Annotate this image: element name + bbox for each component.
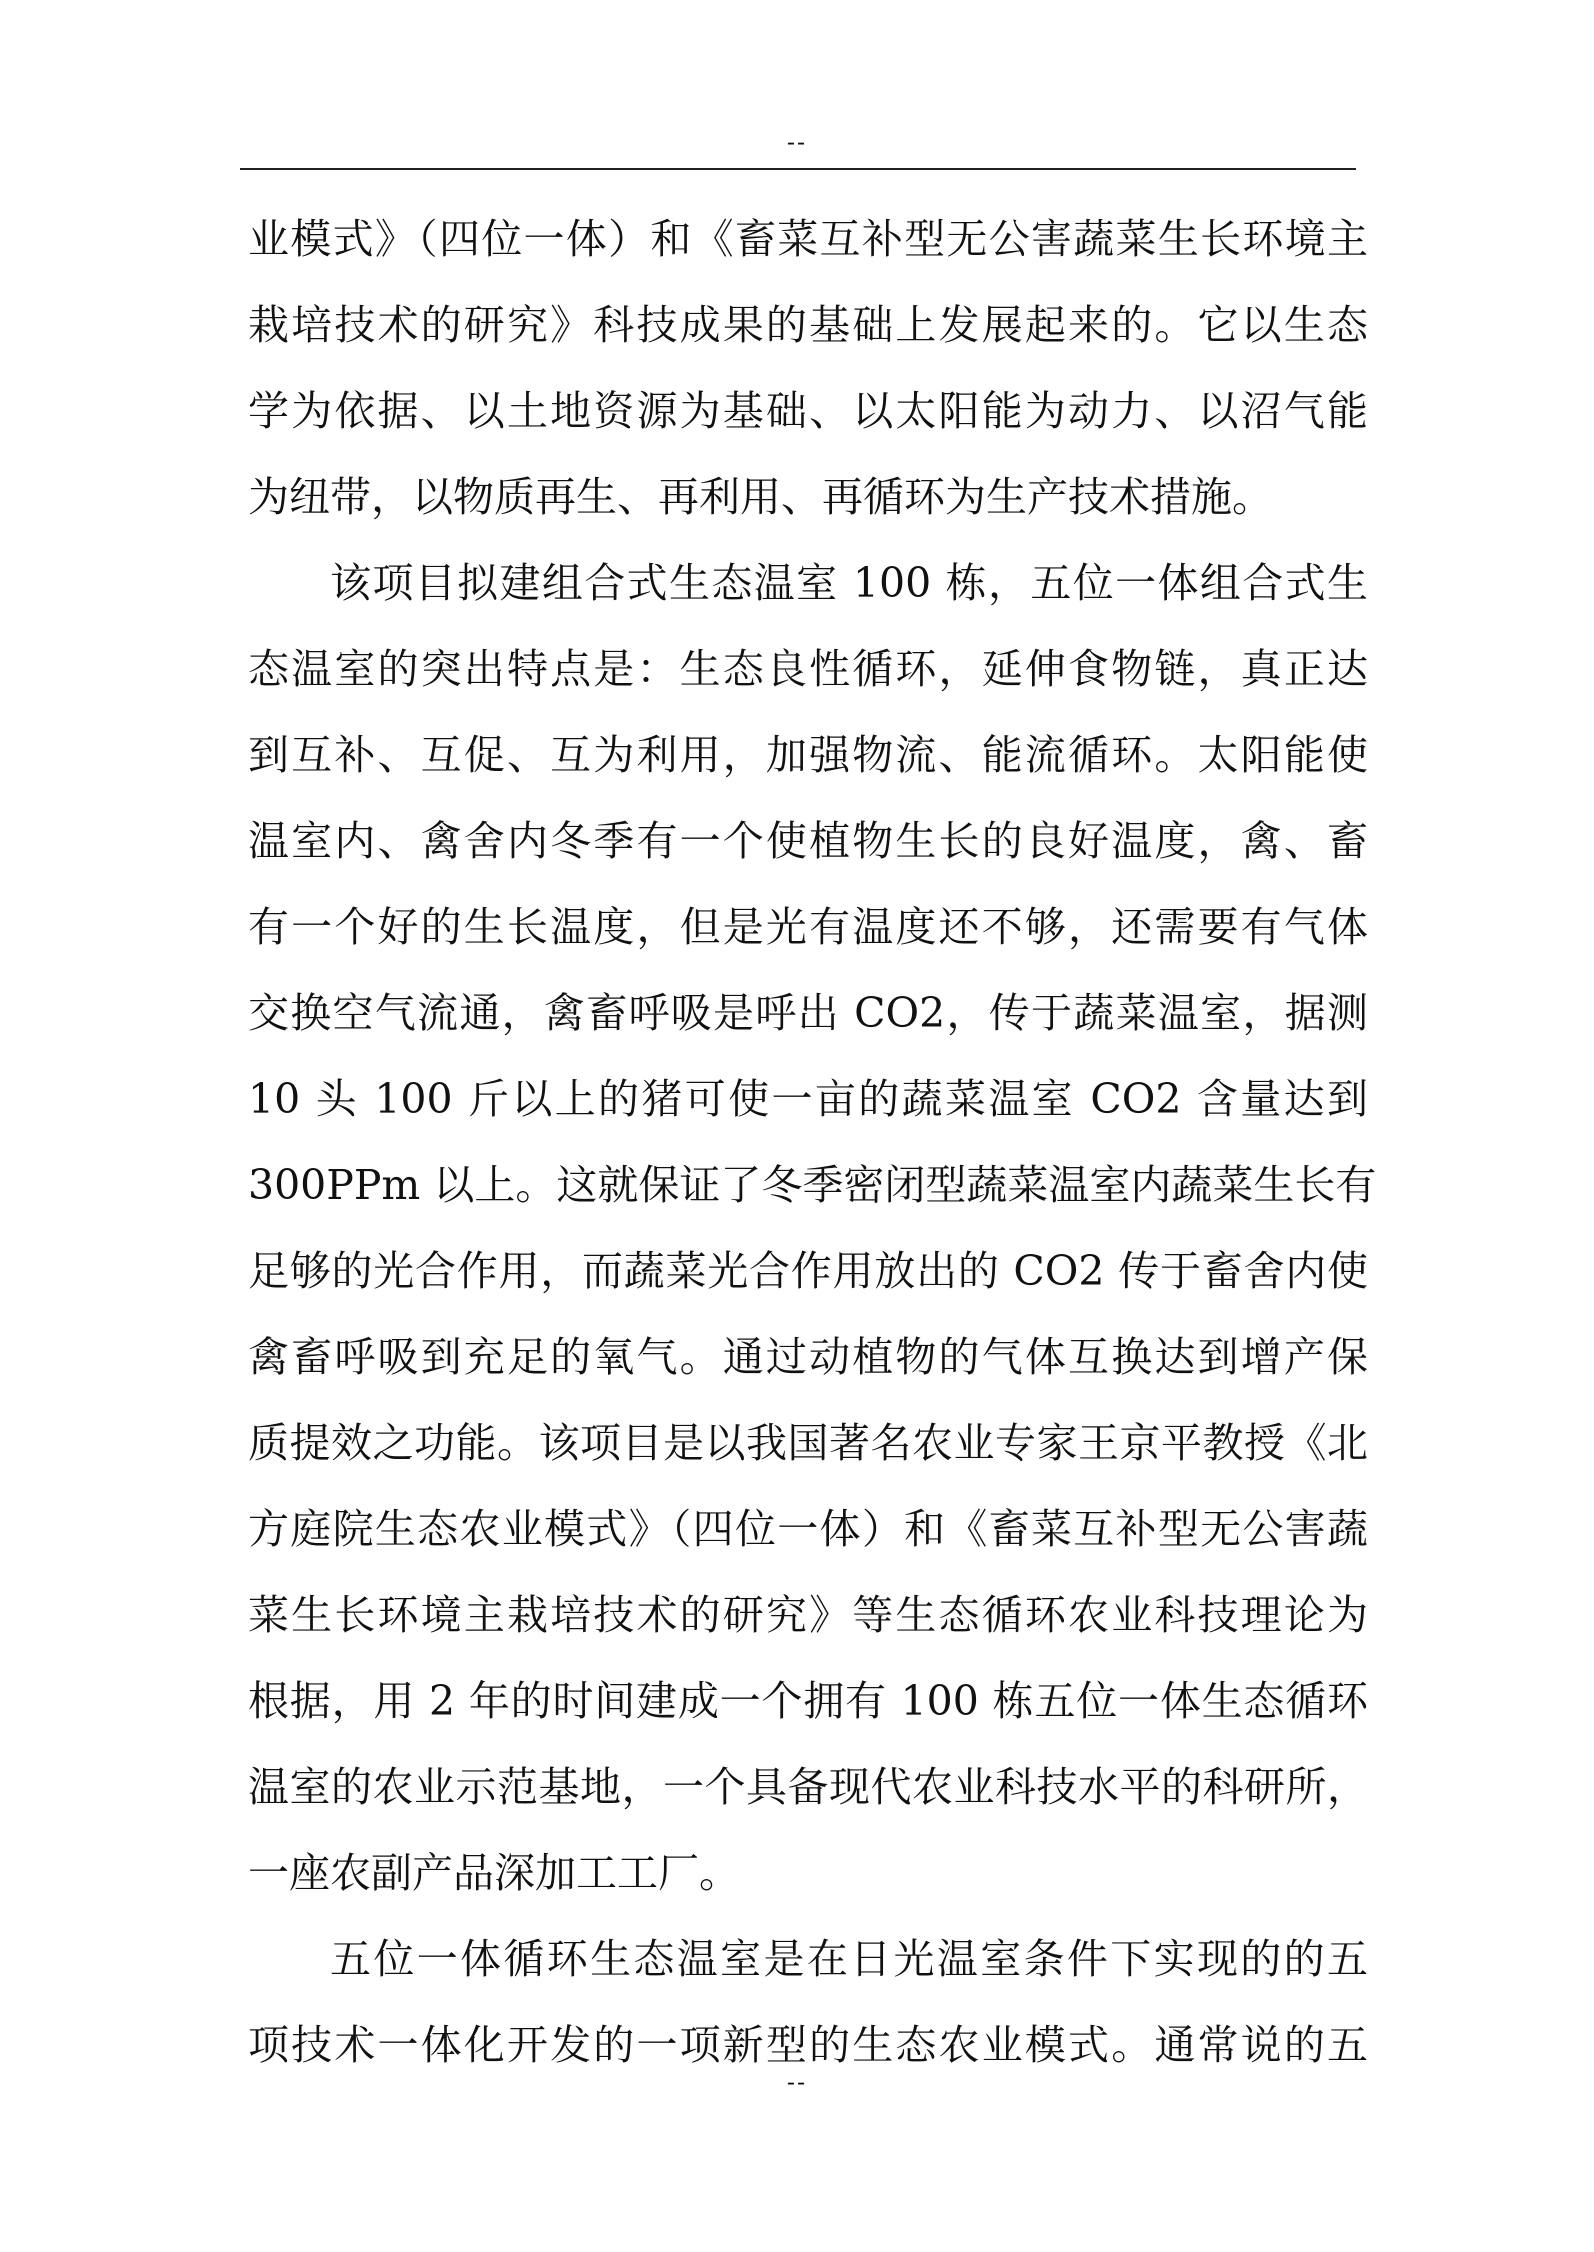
text-line: 足够的光合作用，而蔬菜光合作用放出的 CO2 传于畜舍内使	[248, 1247, 1368, 1295]
text-line: 交换空气流通，禽畜呼吸是呼出 CO2，传于蔬菜温室，据测	[248, 989, 1368, 1037]
text-line: 态温室的突出特点是：生态良性循环，延伸食物链，真正达	[248, 645, 1368, 693]
text-line: 300PPm 以上。这就保证了冬季密闭型蔬菜温室内蔬菜生长有	[248, 1161, 1377, 1209]
text-line: 一座农副产品深加工工厂。	[248, 1849, 740, 1897]
page-header-mark: --	[786, 128, 808, 156]
paragraph	[248, 540, 1377, 1916]
text-line: 到互补、互促、互为利用，加强物流、能流循环。太阳能使	[248, 731, 1368, 779]
text-line: 为纽带，以物质再生、再利用、再循环为生产技术措施。	[248, 473, 1273, 521]
paragraph	[248, 196, 1368, 540]
paragraph	[248, 1916, 1368, 2088]
document-body	[248, 196, 1377, 2088]
text-line: 温室内、禽舍内冬季有一个使植物生长的良好温度，禽、畜	[248, 817, 1368, 865]
header-rule	[240, 168, 1356, 170]
text-line: 根据，用 2 年的时间建成一个拥有 100 栋五位一体生态循环	[248, 1677, 1368, 1725]
text-line: 菜生长环境主栽培技术的研究》等生态循环农业科技理论为	[248, 1591, 1368, 1639]
text-line: 质提效之功能。该项目是以我国著名农业专家王京平教授《北	[248, 1419, 1368, 1467]
text-line: 有一个好的生长温度，但是光有温度还不够，还需要有气体	[248, 903, 1368, 951]
text-line: 温室的农业示范基地，一个具备现代农业科技水平的科研所，	[248, 1763, 1368, 1811]
text-line: 该项目拟建组合式生态温室 100 栋，五位一体组合式生	[330, 559, 1368, 607]
text-line: 项技术一体化开发的一项新型的生态农业模式。通常说的五	[248, 2021, 1368, 2069]
page-footer-mark: --	[786, 2068, 808, 2096]
text-line: 10 头 100 斤以上的猪可使一亩的蔬菜温室 CO2 含量达到	[248, 1075, 1368, 1123]
text-line: 方庭院生态农业模式》（四位一体）和《畜菜互补型无公害蔬	[248, 1505, 1368, 1553]
text-line: 五位一体循环生态温室是在日光温室条件下实现的的五	[330, 1935, 1368, 1983]
text-line: 禽畜呼吸到充足的氧气。通过动植物的气体互换达到增产保	[248, 1333, 1368, 1381]
text-line: 业模式》（四位一体）和《畜菜互补型无公害蔬菜生长环境主	[248, 215, 1368, 263]
text-line: 栽培技术的研究》科技成果的基础上发展起来的。它以生态	[248, 301, 1368, 349]
text-line: 学为依据、以土地资源为基础、以太阳能为动力、以沼气能	[248, 387, 1368, 435]
